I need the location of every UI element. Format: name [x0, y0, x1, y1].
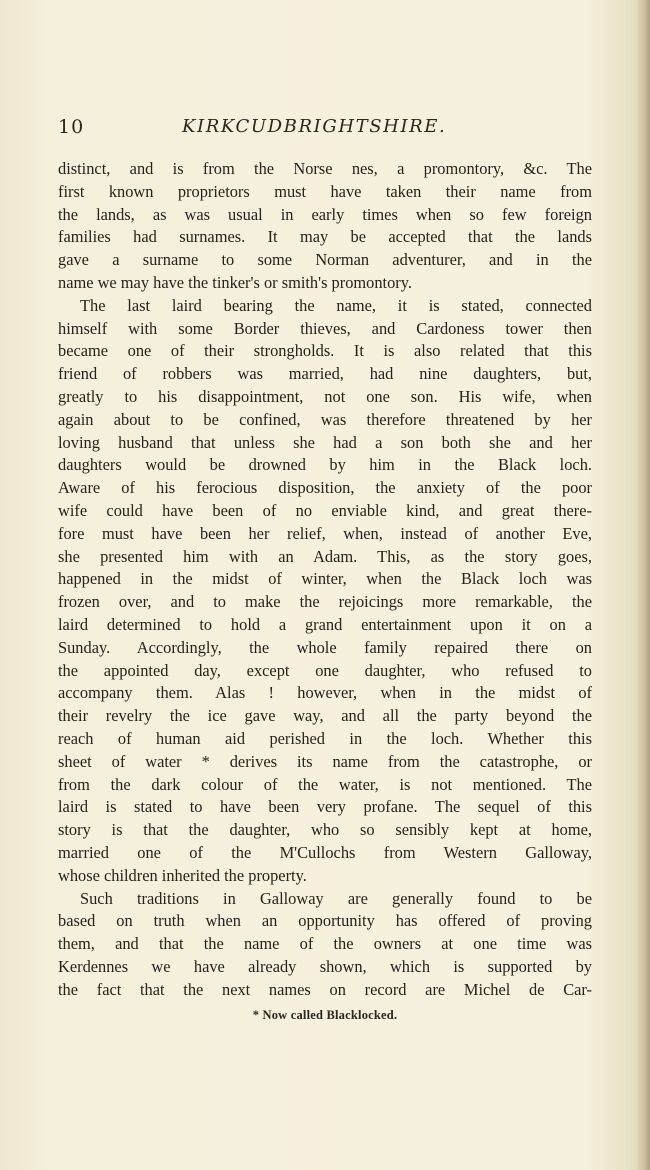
text-line: married one of the M'Cullochs from Western Galloway, [58, 842, 592, 862]
text-line: based on truth when an opportunity has offered of proving [58, 911, 592, 931]
text-line: friend of robbers was married, had nine daughters, but, [58, 364, 592, 384]
text-line: distinct, and is from the Norse nes, a promontory, &c. The [58, 159, 592, 178]
text-line: families had surnames. It may be accepted that the lands [58, 227, 592, 247]
paragraph-2 [58, 295, 592, 888]
text-line: their revelry the ice gave way, and all the party beyond the [58, 706, 592, 726]
text-line: daughters would be drowned by him in the Black loch. [58, 455, 592, 475]
page-number: 10 [58, 116, 85, 138]
text-line: greatly to his disappointment, not one son. His wife, when [58, 386, 592, 406]
text-line: laird is stated to have been very profane. The sequel of this [58, 797, 592, 817]
text-line: frozen over, and to make the rejoicings more remarkable, the [58, 592, 592, 612]
page-edge-shadow [636, 0, 650, 1170]
text-line: she presented him with an Adam. This, as the story goes, [58, 546, 592, 566]
text-line: became one of their strongholds. It is also related that this [58, 341, 592, 361]
text-line: fore must have been her relief, when, instead of another Eve, [58, 523, 592, 543]
running-head: KIRKCUDBRIGHTSHIRE. [182, 116, 447, 137]
text-line: the appointed day, except one daughter, who refused to [58, 660, 592, 680]
text-line: accompany them. Alas ! however, when in the midst of [58, 683, 592, 703]
text-line: wife could have been of no enviable kind, and great there- [58, 500, 592, 520]
text-line: Such traditions in Galloway are generally found to be [80, 888, 592, 908]
text-line: loving husband that unless she had a son both she and her [58, 432, 592, 452]
text-line: Aware of his ferocious disposition, the anxiety of the poor [58, 478, 592, 498]
text-line: the fact that the next names on record are Michel de Car- [58, 979, 592, 999]
text-line: again about to be confined, was therefore threatened by her [58, 409, 592, 429]
text-line: name we may have the tinker's or smith's promontory. [58, 272, 412, 292]
text-line: happened in the midst of winter, when the Black loch was [58, 569, 592, 589]
text-line: story is that the daughter, who so sensibly kept at home, [58, 820, 592, 840]
text-line: laird determined to hold a grand entertainment upon it on a [58, 614, 592, 634]
text-line: whose children inherited the property. [58, 865, 307, 885]
text-line: gave a surname to some Norman adventurer, and in the [58, 250, 592, 270]
text-line: The last laird bearing the name, it is stated, connected [80, 295, 592, 315]
text-line: them, and that the name of the owners at one time was [58, 934, 592, 954]
text-line: reach of human aid perished in the loch. Whether this [58, 728, 592, 748]
text-line: from the dark colour of the water, is not mentioned. The [58, 774, 592, 794]
body-text [58, 158, 592, 1001]
paragraph-3 [58, 888, 592, 1002]
text-line: Sunday. Accordingly, the whole family repaired there on [58, 637, 592, 657]
page-header [58, 116, 598, 146]
text-line: the lands, as was usual in early times when so few foreign [58, 204, 592, 224]
paragraph-1 [58, 158, 592, 295]
text-line: sheet of water * derives its name from the catastrophe, or [58, 751, 592, 771]
text-line: first known proprietors must have taken their name from [58, 181, 592, 201]
text-line: Kerdennes we have already shown, which is supported by [58, 956, 592, 976]
footnote: * Now called Blacklocked. [252, 1008, 398, 1022]
text-line: himself with some Border thieves, and Cardoness tower then [58, 318, 592, 338]
